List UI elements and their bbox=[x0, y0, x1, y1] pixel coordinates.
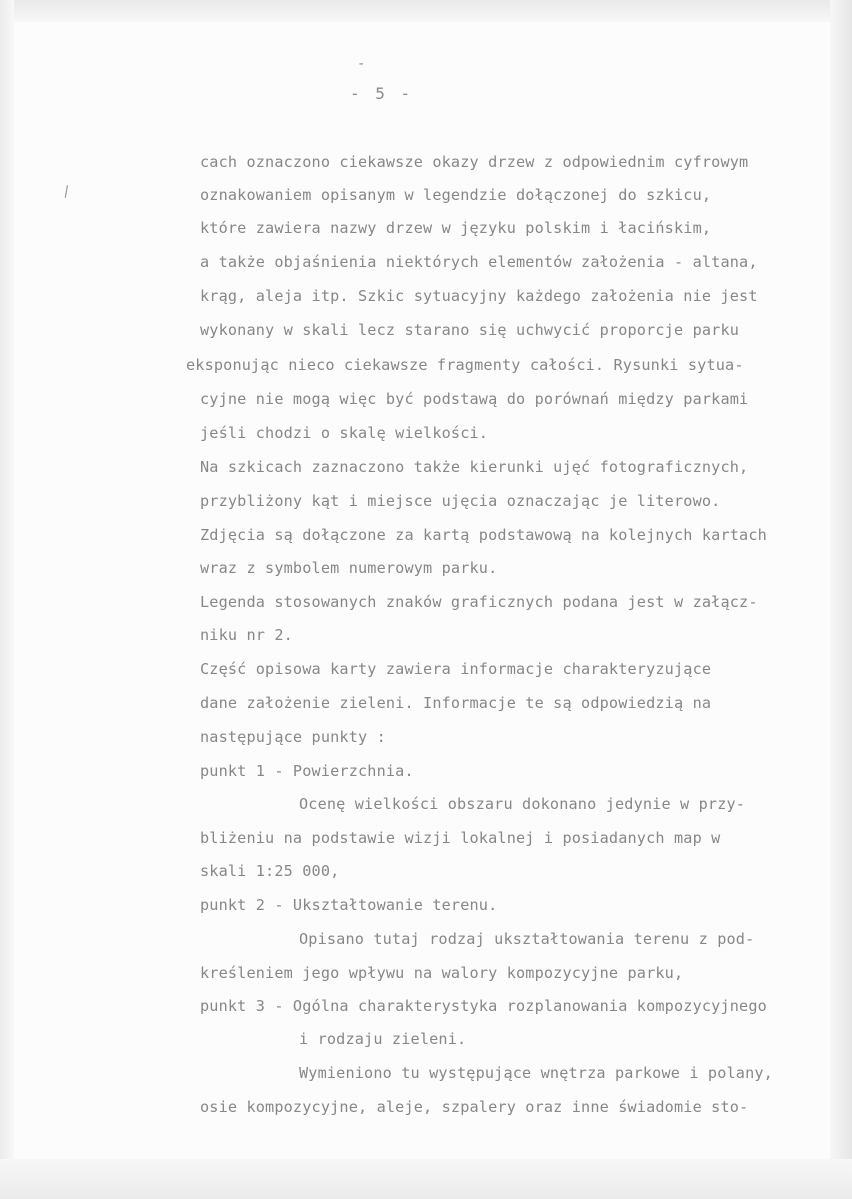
text-line: a także objaśnienia niektórych elementów założenia - altana, bbox=[200, 253, 758, 271]
text-line: bliżeniu na podstawie wizji lokalnej i posiadanych map w bbox=[200, 829, 721, 847]
text-line: wraz z symbolem numerowym parku. bbox=[200, 559, 498, 577]
text-line: eksponując nieco ciekawsze fragmenty całości. Rysunki sytua- bbox=[186, 356, 744, 374]
text-line: niku nr 2. bbox=[200, 626, 293, 644]
text-line: cyjne nie mogą więc być podstawą do porównań między parkami bbox=[200, 390, 749, 408]
text-line: Legenda stosowanych znaków graficznych podana jest w załącz- bbox=[200, 593, 758, 611]
text-line: Zdjęcia są dołączone za kartą podstawową na kolejnych kartach bbox=[200, 526, 767, 544]
text-line: Część opisowa karty zawiera informacje charakteryzujące bbox=[200, 660, 712, 678]
text-line: Opisano tutaj rodzaj ukształtowania terenu z pod- bbox=[299, 930, 755, 948]
text-line: punkt 2 - Ukształtowanie terenu. bbox=[200, 896, 498, 914]
header-dash-mark: - bbox=[357, 56, 367, 72]
text-line: oznakowaniem opisanym w legendzie dołączonej do szkicu, bbox=[200, 186, 712, 204]
text-line: Na szkicach zaznaczono także kierunki ujęć fotograficznych, bbox=[200, 458, 749, 476]
text-line: które zawiera nazwy drzew w języku polskim i łacińskim, bbox=[200, 219, 712, 237]
text-line: jeśli chodzi o skalę wielkości. bbox=[200, 424, 489, 442]
text-line: i rodzaju zieleni. bbox=[299, 1030, 467, 1048]
margin-pencil-mark: \ bbox=[58, 183, 75, 201]
text-line: punkt 1 - Powierzchnia. bbox=[200, 762, 414, 780]
page-number: - 5 - bbox=[350, 84, 414, 103]
scan-shadow-bottom bbox=[0, 1159, 852, 1199]
text-line: Ocenę wielkości obszaru dokonano jedynie w przy- bbox=[299, 795, 746, 813]
text-line: następujące punkty : bbox=[200, 728, 386, 746]
text-line: skali 1:25 000, bbox=[200, 862, 340, 880]
text-line: Wymieniono tu występujące wnętrza parkowe i polany, bbox=[299, 1064, 773, 1082]
text-line: kreśleniem jego wpływu na walory kompozycyjne parku, bbox=[200, 964, 684, 982]
scan-shadow-top bbox=[0, 0, 852, 22]
text-line: cach oznaczono ciekawsze okazy drzew z odpowiednim cyfrowym bbox=[200, 153, 749, 171]
scan-shadow-left bbox=[0, 0, 14, 1199]
text-line: przybliżony kąt i miejsce ujęcia oznaczając je literowo. bbox=[200, 492, 721, 510]
text-line: wykonany w skali lecz starano się uchwycić proporcje parku bbox=[200, 321, 740, 339]
text-line: punkt 3 - Ogólna charakterystyka rozplanowania kompozycyjnego bbox=[200, 997, 767, 1015]
text-line: krąg, aleja itp. Szkic sytuacyjny każdego założenia nie jest bbox=[200, 287, 758, 305]
scan-shadow-right bbox=[830, 0, 852, 1199]
text-line: dane założenie zieleni. Informacje te są odpowiedzią na bbox=[200, 694, 712, 712]
text-line: osie kompozycyjne, aleje, szpalery oraz inne świadomie sto- bbox=[200, 1098, 749, 1116]
